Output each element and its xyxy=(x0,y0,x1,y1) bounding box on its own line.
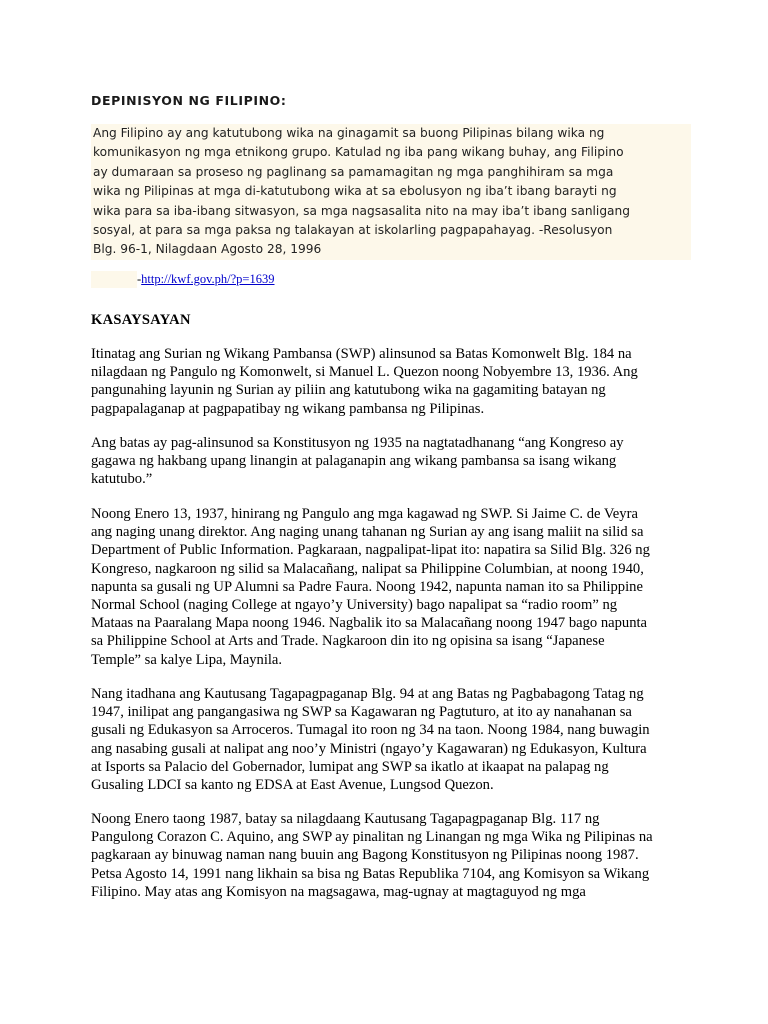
source-dash: - xyxy=(137,272,142,286)
paragraph-line: at Isports sa Palacio del Gobernador, lumipat ang SWP sa ikatlo at ikaapat na palapag ng xyxy=(91,758,609,775)
paragraph-line: pangunahing layunin ng Surian ay piliin ang katutubong wika na gagamiting batayan ng xyxy=(91,382,606,399)
definition-line: Ang Filipino ay ang katutubong wika na ginagamit sa buong Pilipinas bilang wika ng xyxy=(93,126,605,140)
paragraph-line: pagpapalaganap at pagpapatibay ng wikang pambansa ng Pilipinas. xyxy=(91,400,485,417)
paragraph-line: Gusaling LDCI sa kanto ng EDSA at East Avenue, Lungsod Quezon. xyxy=(91,777,494,794)
definition-line: wika para sa iba-ibang sitwasyon, sa mga nagsasalita nito na may iba’t ibang sanligang xyxy=(93,203,630,218)
history-paragraph xyxy=(91,505,691,669)
paragraph-line: nilagdaan ng Pangulo ng Komonwelt, si Manuel L. Quezon noong Nobyembre 13, 1936. Ang xyxy=(91,364,638,381)
definition-line: komunikasyon ng mga etnikong grupo. Katulad ng iba pang wikang buhay, ang Filipino xyxy=(93,145,624,160)
source-link[interactable]: http://kwf.gov.ph/?p=1639 xyxy=(141,272,275,286)
paragraph-line: Kongreso, nagkaroon ng silid sa Malacañang, nalipat sa Philippine Columbian, at noong 1940, xyxy=(91,560,644,577)
paragraph-line: Filipino. May atas ang Komisyon na magsagawa, mag-ugnay at magtaguyod ng mga xyxy=(91,883,586,900)
section-heading: KASAYSAYAN xyxy=(91,312,191,328)
paragraph-line: Mataas na Paaralang Mapa noong 1946. Nagbalik ito sa Malacañang noong 1947 bago napunta xyxy=(91,615,648,632)
paragraph-line: Itinatag ang Surian ng Wikang Pambansa (SWP) alinsunod sa Batas Komonwelt Blg. 184 na xyxy=(91,346,632,362)
paragraph-line: katutubo.” xyxy=(91,471,153,488)
definition-line: wika ng Pilipinas at mga di-katutubong wika at sa ebolusyon ng iba’t ibang barayti ng xyxy=(93,184,617,199)
history-paragraph xyxy=(91,434,691,489)
definition-quote xyxy=(91,124,691,260)
definition-title: DEPINISYON NG FILIPINO: xyxy=(91,93,287,108)
paragraph-line: ang naging unang direktor. Ang naging unang tahanan ng Surian ay ang isang maliit na silid sa xyxy=(91,524,644,541)
definition-line: ay dumaraan sa proseso ng paglinang sa pamamagitan ng mga panghihiram sa mga xyxy=(93,164,614,179)
definition-line: sosyal, at para sa mga paksa ng talakayan at iskolarling pagpapahayag. -Resolusyon xyxy=(93,223,613,238)
highlight-indent xyxy=(91,271,137,288)
paragraph-line: Noong Enero 13, 1937, hinirang ng Pangulo ang mga kagawad ng SWP. Si Jaime C. de Veyra xyxy=(91,506,638,522)
paragraph-line: pagkaraan ay binuwag naman nang buuin ang Bagong Konstitusyon ng Pilipinas noong 1987. xyxy=(91,847,639,864)
paragraph-line: Pangulong Corazon C. Aquino, ang SWP ay pinalitan ng Linangan ng mga Wika ng Pilipinas na xyxy=(91,829,653,846)
paragraph-line: napunta sa gusali ng UP Alumni sa Padre Faura. Noong 1942, napunta naman ito sa Philippine xyxy=(91,578,643,595)
paragraph-line: Temple” sa kalye Lipa, Maynila. xyxy=(91,651,283,668)
paragraph-line: Normal School (naging College at ngayo’y University) bago napalipat sa “radio room” ng xyxy=(91,597,618,614)
paragraph-line: gusali ng Edukasyon sa Arroceros. Tumagal ito roon ng 34 na taon. Noong 1984, nang buwagin xyxy=(91,722,650,739)
history-paragraph xyxy=(91,345,691,418)
source-citation xyxy=(91,271,301,288)
history-paragraph xyxy=(91,810,691,901)
paragraph-line: sa Philippine School at Arts and Trade. Nagkaroon din ito ng opisina sa isang “Japanese xyxy=(91,633,605,650)
paragraph-line: Noong Enero taong 1987, batay sa nilagdaang Kautusang Tagapagpaganap Blg. 117 ng xyxy=(91,811,600,827)
paragraph-line: Petsa Agosto 14, 1991 nang likhain sa bisa ng Batas Republika 7104, ang Komisyon sa Wikang xyxy=(91,865,650,882)
paragraph-line: gagawa ng hakbang upang linangin at palaganapin ang wikang pambansa sa isang wikang xyxy=(91,453,617,470)
paragraph-line: ang nasabing gusali at nalipat ang noo’y Ministri (ngayo’y Kagawaran) ng Edukasyon, Kultura xyxy=(91,740,647,757)
paragraph-line: 1947, inilipat ang pangangasiwa ng SWP sa Kagawaran ng Pagtuturo, at ito ay nanahanan sa xyxy=(91,704,632,721)
definition-line: Blg. 96-1, Nilagdaan Agosto 28, 1996 xyxy=(93,242,322,257)
history-paragraph xyxy=(91,685,691,794)
paragraph-line: Department of Public Information. Pagkaraan, nagpalipat-lipat ito: napatira sa Silid Blg. 326 ng xyxy=(91,542,650,559)
paragraph-line: Ang batas ay pag-alinsunod sa Konstitusyon ng 1935 na nagtatadhanang “ang Kongreso ay xyxy=(91,435,624,451)
paragraph-line: Nang itadhana ang Kautusang Tagapagpaganap Blg. 94 at ang Batas ng Pagbabagong Tatag ng xyxy=(91,686,644,702)
